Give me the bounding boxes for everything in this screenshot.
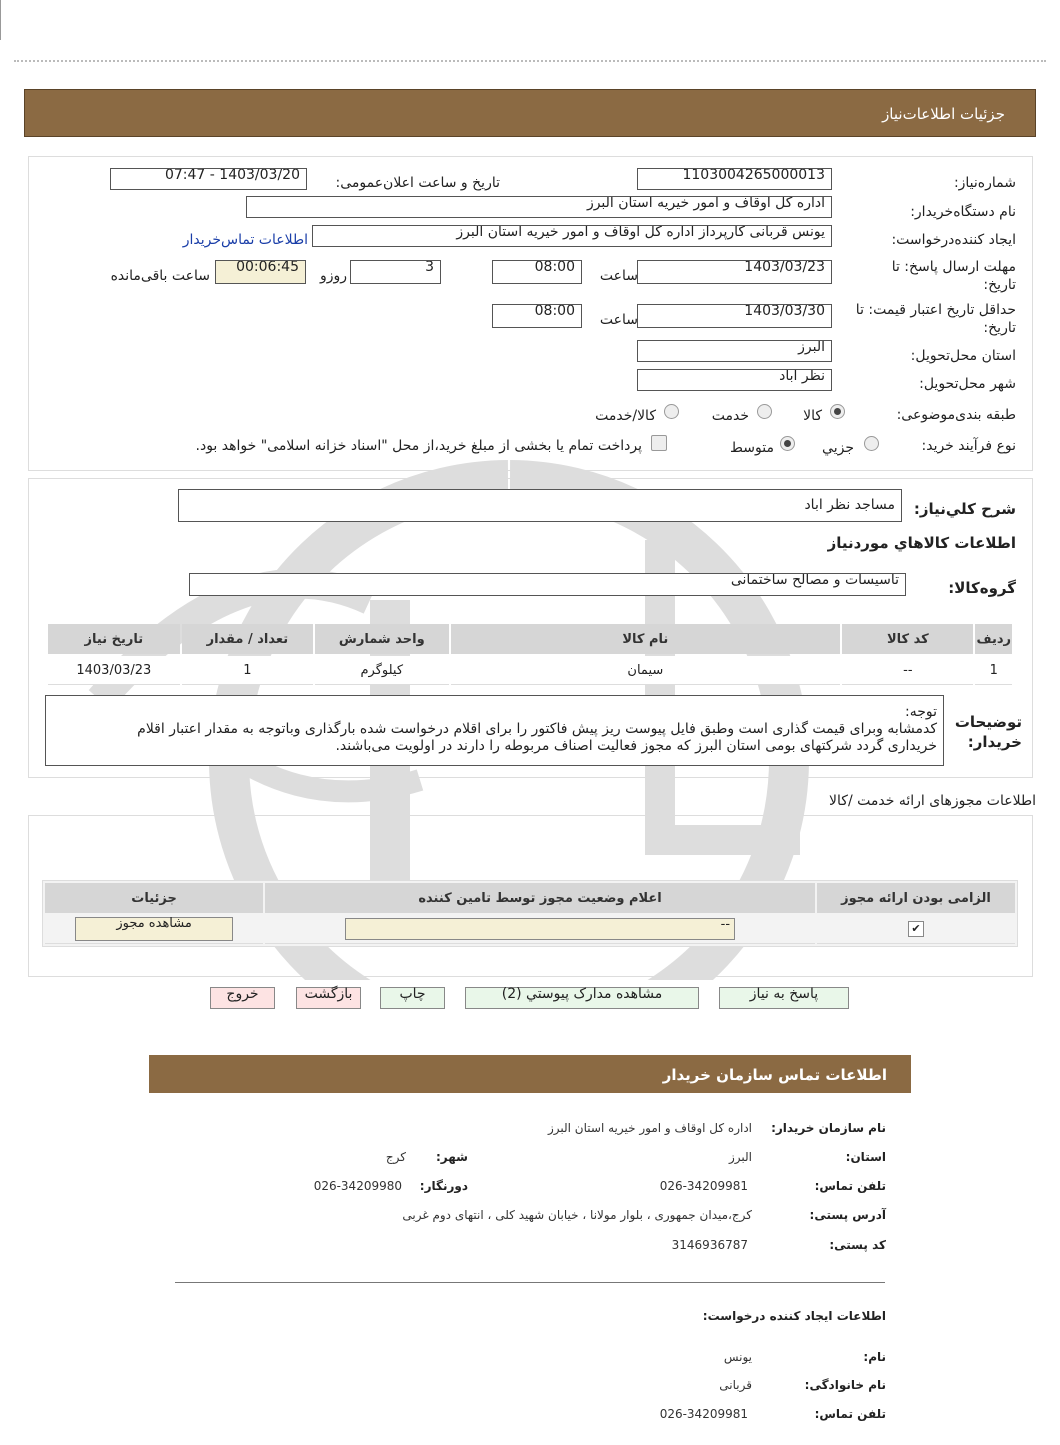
- buyer-org-label: نام دستگاه‌خریدار:: [910, 204, 1016, 220]
- validity-label: حداقل تاریخ اعتبار قیمت: تا تاریخ:: [855, 302, 1016, 336]
- col-license-details: جزئیات: [45, 883, 263, 913]
- col-qty: تعداد / مقدار: [182, 624, 313, 654]
- col-name: نام کالا: [451, 624, 841, 654]
- cell-unit: کیلوگرم: [315, 656, 448, 685]
- province-label: استان محل‌تحویل:: [910, 348, 1016, 364]
- category-service-radio[interactable]: [757, 404, 772, 419]
- cell-code: --: [842, 656, 973, 685]
- contact-title: اطلاعات تماس سازمان خریدار: [662, 1066, 887, 1084]
- contact-header: [149, 1055, 911, 1093]
- days-label: روزو: [319, 268, 347, 284]
- remaining-time-field: 00:06:45: [215, 260, 306, 284]
- goods-table-header: [48, 624, 1012, 654]
- creator-title: اطلاعات ایجاد کننده درخواست:: [702, 1309, 886, 1323]
- license-status-field[interactable]: --: [345, 918, 735, 940]
- back-button[interactable]: بازگشت: [296, 987, 361, 1009]
- page-header: [24, 89, 1036, 137]
- category-goods-label: کالا: [803, 408, 822, 424]
- phone-value: 026-34209981: [659, 1179, 748, 1193]
- address-label: آدرس پستی:: [809, 1208, 886, 1222]
- contact-city-label: شهر:: [436, 1150, 468, 1164]
- licenses-table: [42, 880, 1018, 947]
- notes-line-1: توجه:: [904, 704, 937, 720]
- col-unit: واحد شمارش: [315, 624, 448, 654]
- postal-label: کد پستی:: [829, 1238, 886, 1252]
- fax-label: دورنگار:: [419, 1179, 468, 1193]
- table-row: [45, 915, 1015, 944]
- creator-family-label: نام خانوادگی:: [804, 1378, 886, 1392]
- notes-line-3: خریداری گردد شرکتهای بومی استان البرز که مجوز فعالیت اصناف مربوطه را دارند در اولویت می‌باشند.: [335, 738, 937, 754]
- licenses-table-header: [45, 883, 1015, 913]
- process-minor-label: جزيي: [822, 440, 854, 456]
- license-required-checkbox: ✔: [908, 921, 924, 937]
- attachments-button[interactable]: مشاهده مدارک پیوستي (2): [465, 987, 699, 1009]
- phone-label: تلفن تماس:: [814, 1179, 886, 1193]
- top-divider: [14, 60, 1046, 62]
- col-license-status: اعلام وضعیت مجوز توسط تامین کننده: [265, 883, 815, 913]
- treasury-payment-checkbox[interactable]: [651, 435, 667, 451]
- goods-group-field: تاسیسات و مصالح ساختمانی: [189, 573, 906, 596]
- description-field: مساجد نظر اباد: [178, 489, 902, 522]
- announce-label: تاریخ و ساعت اعلان‌عمومی:: [335, 175, 500, 191]
- notes-line-2: کدمشابه وبرای قیمت گذاری است وطبق فایل پیوست ریز پیش فاکتور را برای اقلام درخواست شده بارگذاری وباتوجه به مقدار اعتبار اقلام: [137, 721, 937, 737]
- cell-name: سیمان: [451, 656, 841, 685]
- process-medium-label: متوسط: [730, 440, 774, 456]
- category-both-label: کالا/خدمت: [595, 408, 656, 424]
- reply-button[interactable]: پاسخ به نیاز: [719, 987, 849, 1009]
- requester-field: یونس قربانی کارپرداز اداره کل اوقاف و امور خیریه استان البرز: [312, 225, 832, 247]
- creator-phone-label: تلفن تماس:: [814, 1407, 886, 1421]
- buyer-org-field: اداره کل اوقاف و امور خیریه استان البرز: [246, 196, 832, 218]
- cell-date: 1403/03/23: [48, 656, 180, 685]
- city-field: نظر اباد: [637, 369, 832, 391]
- payment-note: پرداخت تمام یا بخشی از مبلغ خرید،از محل "اسناد خزانه اسلامی" خواهد بود.: [195, 438, 642, 454]
- goods-info-title: اطلاعات کالاهاي موردنياز: [827, 534, 1016, 552]
- address-value: کرج،میدان جمهوری ، بلوار مولانا ، خیابان شهید کلی ، انتهای دوم غربی: [402, 1208, 752, 1222]
- need-number-field: 1103004265000013: [637, 168, 832, 190]
- creator-name-label: نام:: [863, 1350, 886, 1364]
- buyer-notes-label: توضیحات خریدار:: [954, 713, 1022, 751]
- remaining-label: ساعت باقی‌مانده: [110, 268, 210, 284]
- table-row: [48, 656, 1012, 685]
- deadline-label: مهلت ارسال پاسخ: تا تاریخ:: [891, 259, 1016, 293]
- view-license-button[interactable]: مشاهده مجوز: [75, 917, 233, 941]
- category-both-radio[interactable]: [664, 404, 679, 419]
- category-service-label: خدمت: [711, 408, 749, 424]
- deadline-time-label: ساعت: [599, 268, 638, 284]
- col-date: تاریخ نیاز: [48, 624, 180, 654]
- licenses-title: اطلاعات مجوزهای ارائه خدمت /کالا: [829, 793, 1036, 809]
- creator-phone-value: 026-34209981: [659, 1407, 748, 1421]
- category-goods-radio[interactable]: [830, 404, 845, 419]
- page-title: جزئیات اطلاعات‌نیاز: [882, 105, 1005, 123]
- col-row: رديف: [975, 624, 1012, 654]
- days-field: 3: [350, 260, 441, 284]
- buyer-notes-box: [45, 695, 944, 766]
- description-label: شرح کلي‌نیاز:: [913, 500, 1016, 518]
- contact-divider: [175, 1282, 885, 1283]
- category-label: طبقه بندی‌موضوعی:: [896, 407, 1016, 423]
- col-code: کد کالا: [842, 624, 973, 654]
- exit-button[interactable]: خروج: [210, 987, 275, 1009]
- requester-label: ایجاد کننده‌درخواست:: [891, 232, 1016, 248]
- postal-value: 3146936787: [671, 1238, 748, 1252]
- need-number-label: شماره‌نیاز:: [953, 175, 1016, 191]
- org-label: نام سازمان خریدار:: [771, 1121, 886, 1135]
- process-medium-radio[interactable]: [780, 436, 795, 451]
- window-edge: [0, 0, 1, 40]
- buyer-contact-link[interactable]: اطلاعات تماس‌خریدار: [182, 232, 308, 248]
- cell-row: 1: [975, 656, 1012, 685]
- contact-province-label: استان:: [845, 1150, 886, 1164]
- cell-qty: 1: [182, 656, 313, 685]
- deadline-date-field: 1403/03/23: [637, 260, 832, 284]
- org-value: اداره کل اوقاف و امور خیریه استان البرز: [547, 1121, 752, 1135]
- contact-city-value: کرج: [385, 1150, 406, 1164]
- creator-family-value: قربانی: [719, 1378, 752, 1392]
- validity-date-field: 1403/03/30: [637, 304, 832, 328]
- goods-table: [46, 622, 1014, 687]
- col-license-required: الزامی بودن ارائه مجوز: [817, 883, 1015, 913]
- fax-value: 026-34209980: [313, 1179, 402, 1193]
- validity-time-field: 08:00: [492, 304, 582, 328]
- goods-group-label: گروه‌کالا:: [948, 579, 1016, 597]
- process-minor-radio[interactable]: [864, 436, 879, 451]
- province-field: البرز: [637, 340, 832, 362]
- announce-field: 1403/03/20 - 07:47: [110, 168, 307, 190]
- print-button[interactable]: چاپ: [380, 987, 445, 1009]
- deadline-time-field: 08:00: [492, 260, 582, 284]
- contact-province-value: البرز: [728, 1150, 752, 1164]
- city-label: شهر محل‌تحویل:: [919, 376, 1016, 392]
- process-label: نوع فرآیند خرید:: [921, 438, 1016, 454]
- validity-time-label: ساعت: [599, 312, 638, 328]
- creator-name-value: یونس: [723, 1350, 752, 1364]
